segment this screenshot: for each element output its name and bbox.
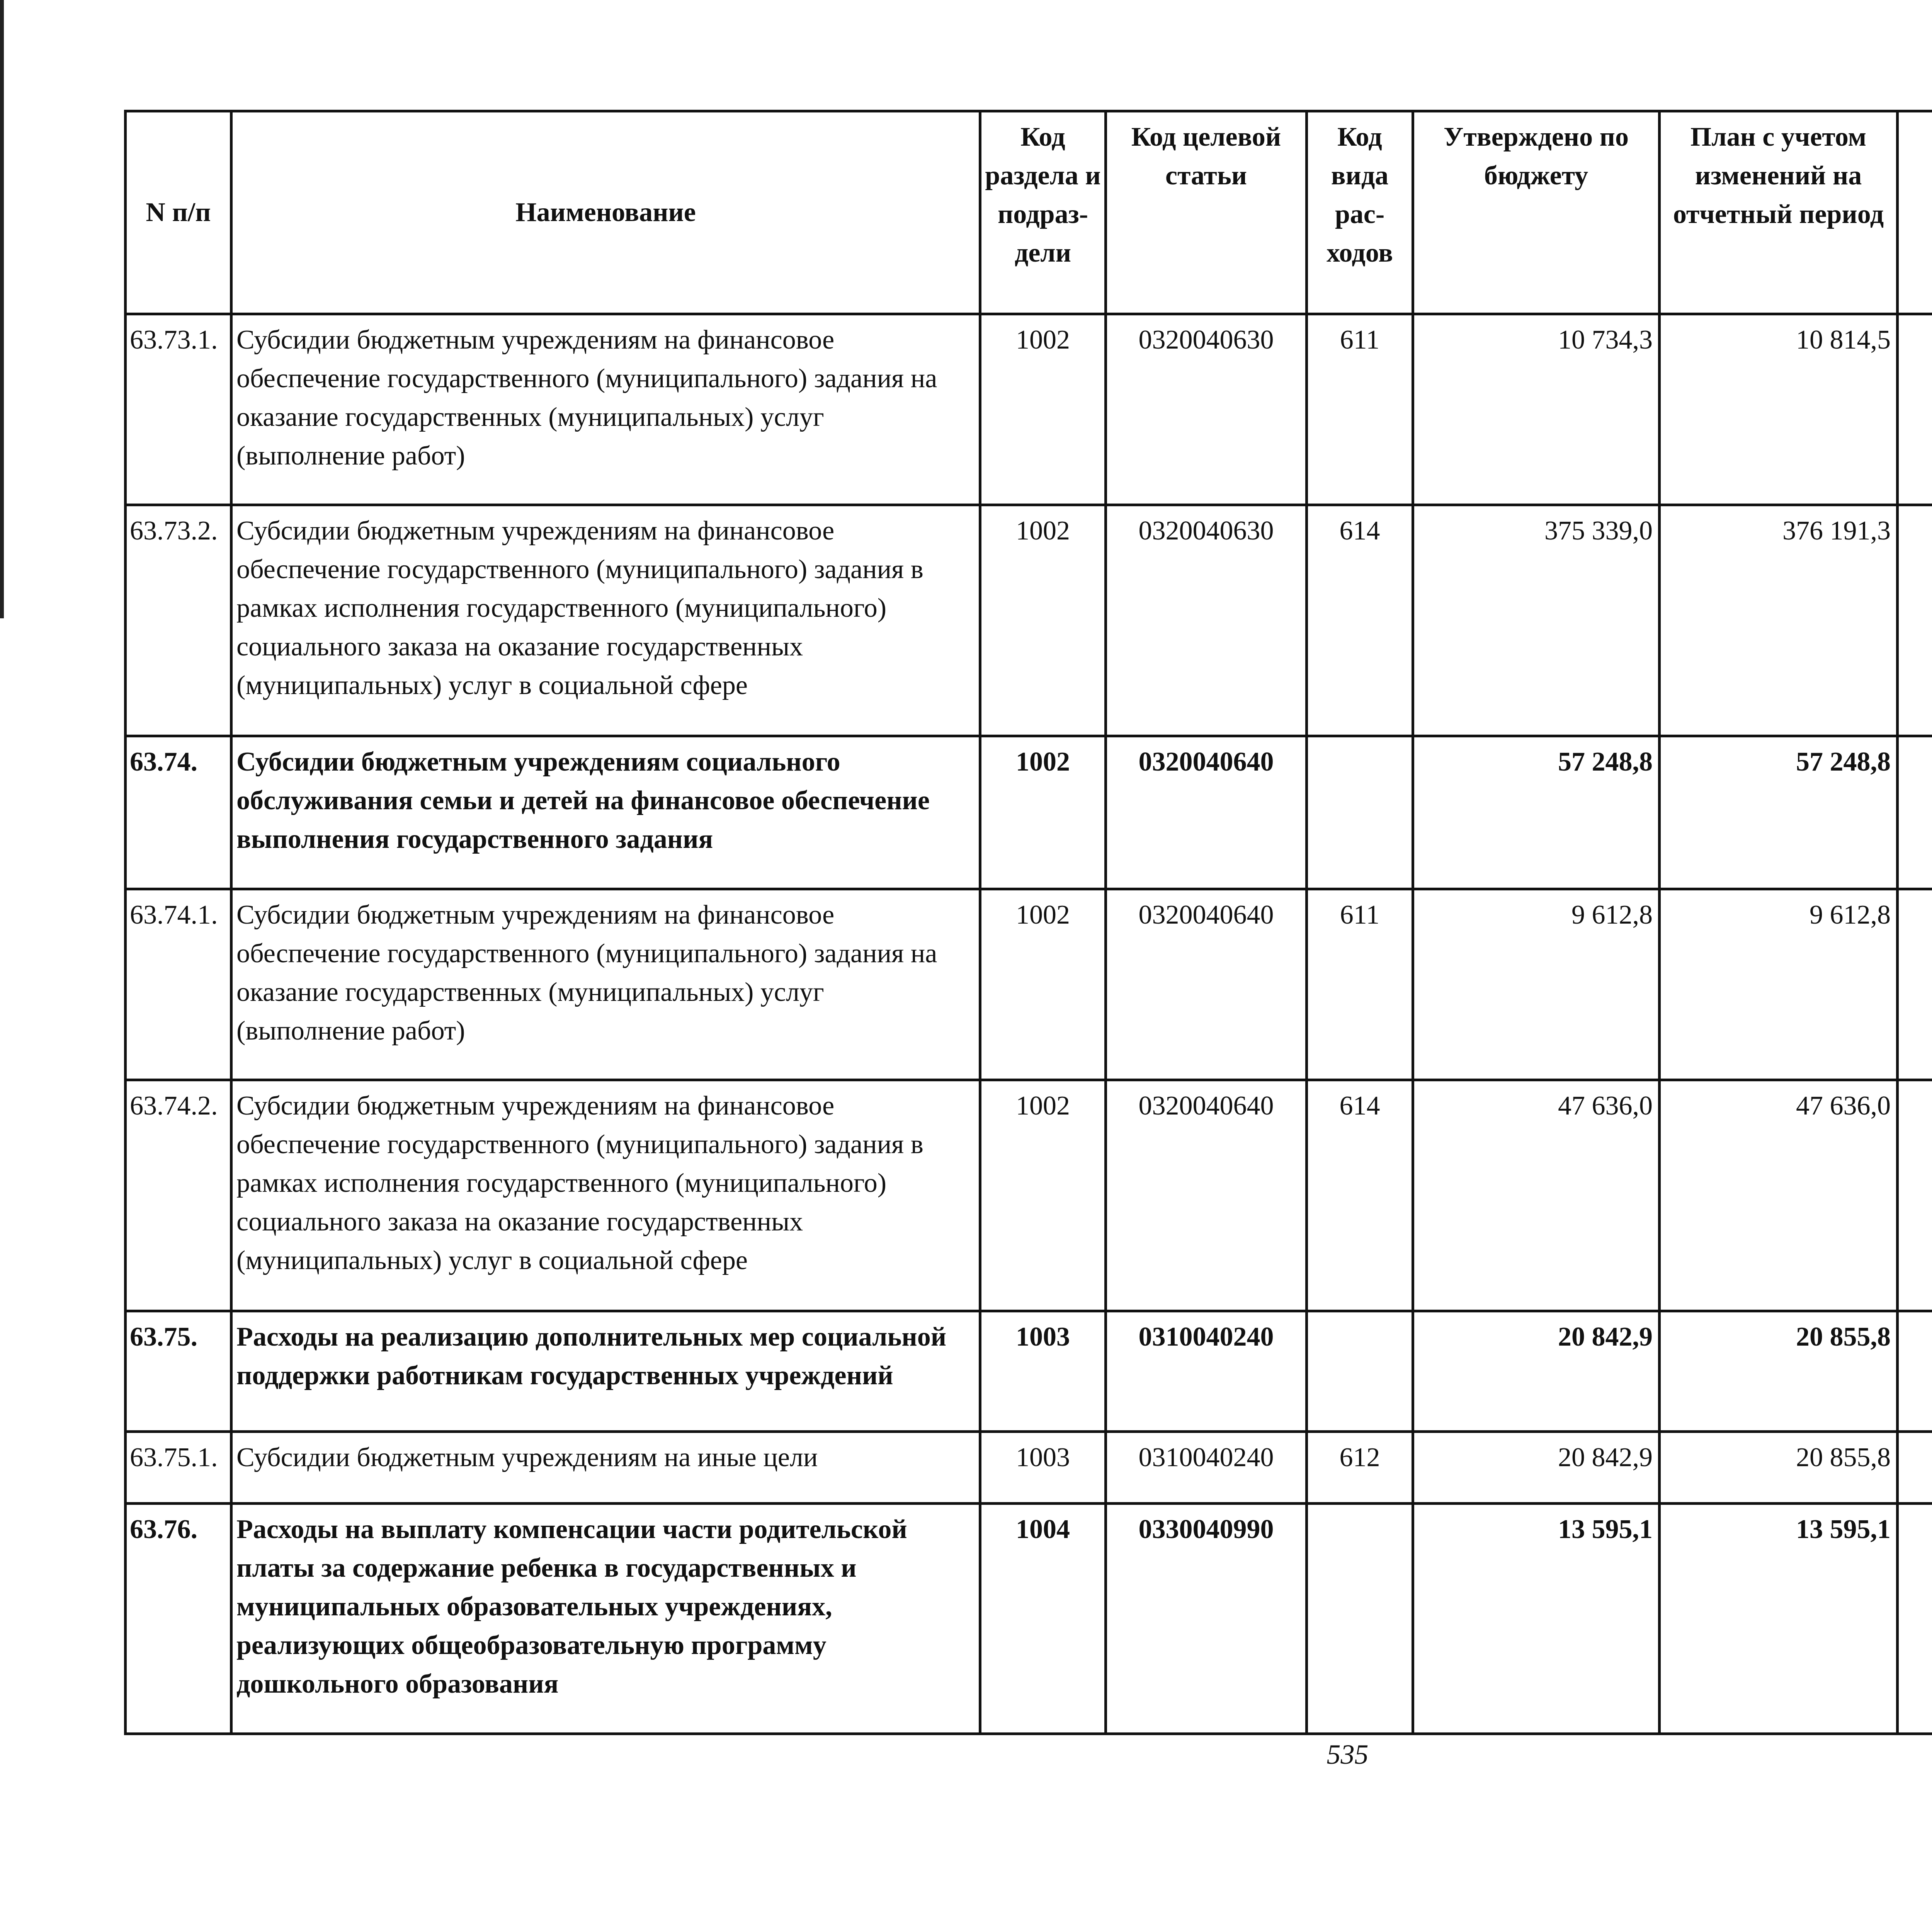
row-approved: 10 734,3 — [1413, 314, 1660, 505]
table-row — [126, 505, 1932, 736]
row-type-code — [1307, 736, 1413, 889]
table-header-row — [126, 111, 1932, 157]
row-type-code: 614 — [1307, 1080, 1413, 1311]
row-number: 63.76. — [126, 1504, 231, 1734]
row-target-code: 0320040630 — [1106, 314, 1307, 505]
row-name: Субсидии бюджетным учреждениям на финансовое обеспечение государственного (муниципального) задания в рамках исполнения государственного (муниципального) социального заказа на оказание государственных (муниципальных) услуг в социальной сфере — [231, 1080, 980, 1311]
row-type-code: 611 — [1307, 889, 1413, 1080]
row-name: Субсидии бюджетным учреждениям на финансовое обеспечение государственного (муниципального) задания на оказание государственных (муниципальных) услуг (выполнение работ) — [231, 889, 980, 1080]
row-section-code: 1003 — [980, 1311, 1106, 1432]
row-approved: 13 595,1 — [1413, 1504, 1660, 1734]
row-number: 63.73.1. — [126, 314, 231, 505]
row-section-code: 1002 — [980, 1080, 1106, 1311]
row-number: 63.75. — [126, 1311, 231, 1432]
table-row — [126, 736, 1932, 889]
row-name: Субсидии бюджетным учреждениям на иные цели — [231, 1432, 980, 1504]
row-name: Расходы на реализацию дополнительных мер социальной поддержки работникам государственных учреждений — [231, 1311, 980, 1432]
row-name: Субсидии бюджетным учреждениям на финансовое обеспечение государственного (муниципального) задания в рамках исполнения государственного (муниципального) социального заказа на оказание государственных (муниципальных) услуг в социальной сфере — [231, 505, 980, 736]
row-plan: 9 612,8 — [1660, 889, 1898, 1080]
row-plan: 47 636,0 — [1660, 1080, 1898, 1311]
row-executed — [1898, 314, 1932, 505]
row-executed — [1898, 889, 1932, 1080]
row-plan: 20 855,8 — [1660, 1311, 1898, 1432]
row-type-code: 611 — [1307, 314, 1413, 505]
row-plan: 13 595,1 — [1660, 1504, 1898, 1734]
row-executed — [1898, 1080, 1932, 1311]
row-name: Субсидии бюджетным учреждениям социального обслуживания семьи и детей на финансовое обеспечение выполнения государственного задания — [231, 736, 980, 889]
page-number: 535 — [1327, 1739, 1369, 1770]
row-section-code: 1003 — [980, 1432, 1106, 1504]
row-approved: 9 612,8 — [1413, 889, 1660, 1080]
row-plan: 20 855,8 — [1660, 1432, 1898, 1504]
scan-edge — [0, 0, 4, 618]
row-target-code: 0310040240 — [1106, 1311, 1307, 1432]
header-plan: План с учетом изменений на отчетный период — [1660, 111, 1898, 314]
row-executed — [1898, 736, 1932, 889]
row-name: Субсидии бюджетным учреждениям на финансовое обеспечение государственного (муниципального) задания на оказание государственных (муниципальных) услуг (выполнение работ) — [231, 314, 980, 505]
header-approved: Утверждено по бюджету — [1413, 111, 1660, 314]
row-section-code: 1002 — [980, 889, 1106, 1080]
row-target-code: 0320040630 — [1106, 505, 1307, 736]
row-approved: 20 842,9 — [1413, 1432, 1660, 1504]
row-target-code: 0310040240 — [1106, 1432, 1307, 1504]
row-target-code: 0320040640 — [1106, 1080, 1307, 1311]
row-section-code: 1002 — [980, 505, 1106, 736]
header-type-code: Код вида рас-ходов — [1307, 111, 1413, 314]
row-target-code: 0330040990 — [1106, 1504, 1307, 1734]
header-target-code: Код целевой статьи — [1106, 111, 1307, 314]
row-type-code: 614 — [1307, 505, 1413, 736]
row-section-code: 1002 — [980, 736, 1106, 889]
row-number: 63.74.2. — [126, 1080, 231, 1311]
row-number: 63.75.1. — [126, 1432, 231, 1504]
row-target-code: 0320040640 — [1106, 889, 1307, 1080]
header-executed — [1898, 111, 1932, 314]
table-row — [126, 1080, 1932, 1311]
row-executed — [1898, 505, 1932, 736]
row-target-code: 0320040640 — [1106, 736, 1307, 889]
row-executed — [1898, 1504, 1932, 1734]
row-type-code — [1307, 1311, 1413, 1432]
budget-execution-table — [124, 110, 1932, 1735]
table-row — [126, 1311, 1932, 1432]
table-row — [126, 314, 1932, 505]
row-plan: 57 248,8 — [1660, 736, 1898, 889]
table-row — [126, 889, 1932, 1080]
row-plan: 376 191,3 — [1660, 505, 1898, 736]
row-executed — [1898, 1432, 1932, 1504]
row-type-code — [1307, 1504, 1413, 1734]
row-number: 63.73.2. — [126, 505, 231, 736]
header-section-code: Код раздела и подраз-дели — [980, 111, 1106, 314]
row-name: Расходы на выплату компенсации части родительской платы за содержание ребенка в государственных и муниципальных образовательных учреждениях, реализующих общеобразовательную программу дошкольного образования — [231, 1504, 980, 1734]
row-approved: 57 248,8 — [1413, 736, 1660, 889]
row-type-code: 612 — [1307, 1432, 1413, 1504]
header-name: Наименование — [231, 111, 980, 314]
table-row — [126, 1432, 1932, 1504]
row-approved: 47 636,0 — [1413, 1080, 1660, 1311]
row-section-code: 1004 — [980, 1504, 1106, 1734]
row-approved: 375 339,0 — [1413, 505, 1660, 736]
row-section-code: 1002 — [980, 314, 1106, 505]
row-executed — [1898, 1311, 1932, 1432]
table-row — [126, 1504, 1932, 1734]
row-number: 63.74. — [126, 736, 231, 889]
row-number: 63.74.1. — [126, 889, 231, 1080]
header-no: N п/п — [126, 111, 231, 314]
row-approved: 20 842,9 — [1413, 1311, 1660, 1432]
row-plan: 10 814,5 — [1660, 314, 1898, 505]
